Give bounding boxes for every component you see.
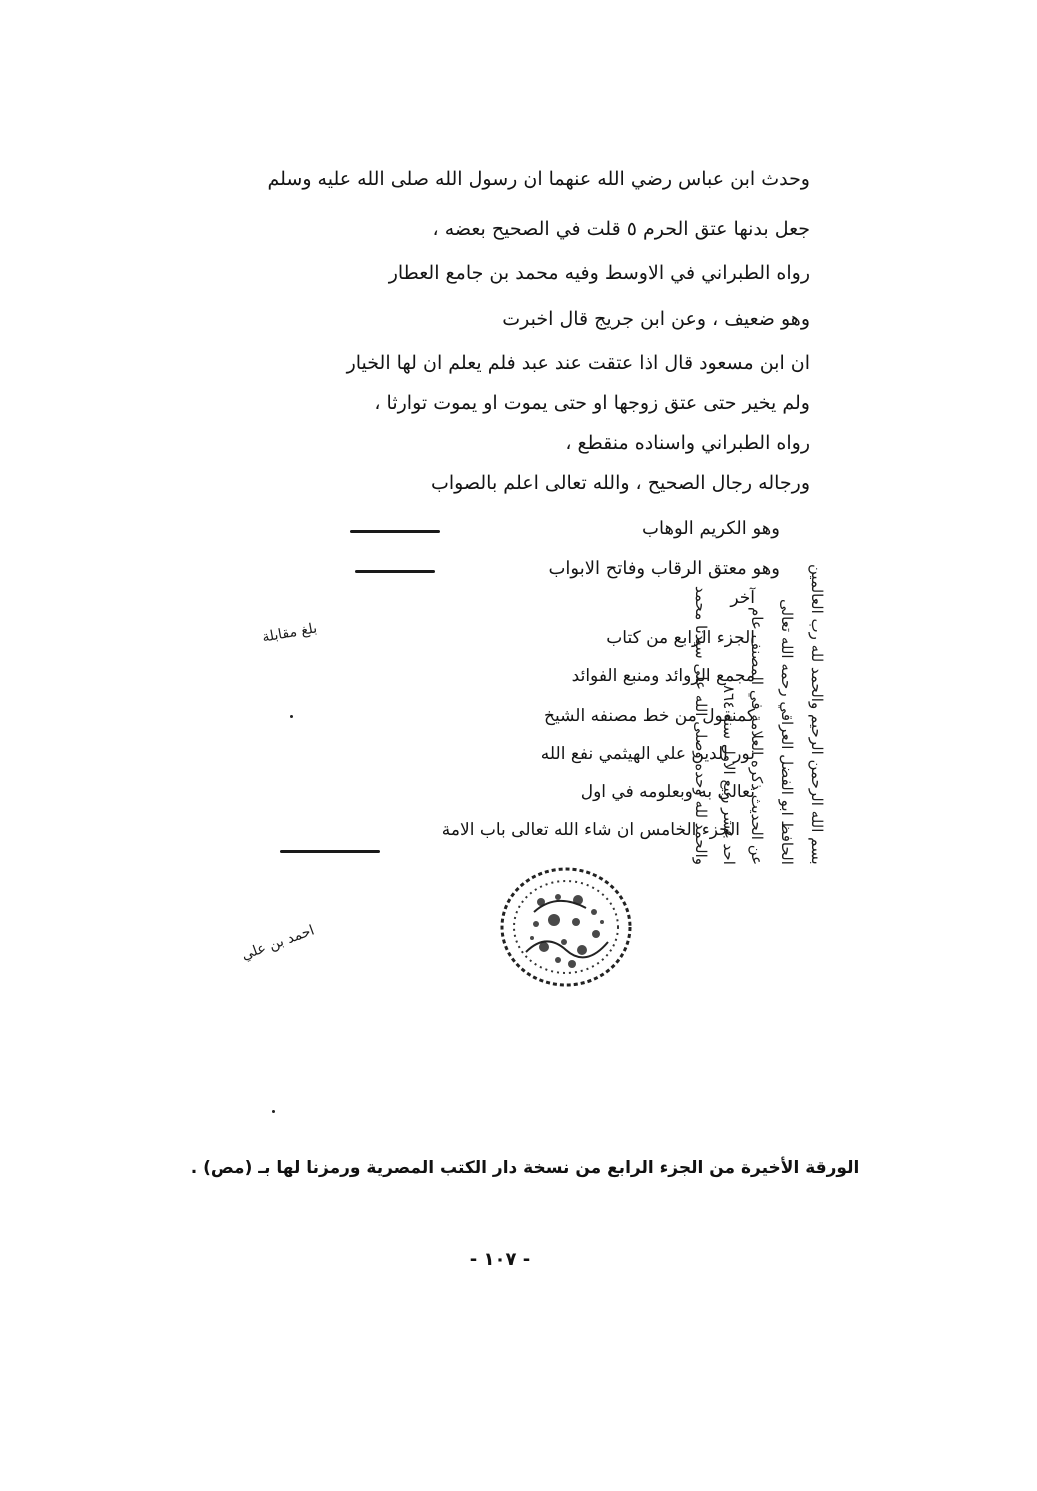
flourish-rule <box>280 850 380 853</box>
manuscript-line: ولم يخير حتى عتق زوجها او حتى يموت او يموت توارثا ، <box>374 392 810 414</box>
margin-note-line: بسم الله الرحمن الرحيم والحمد لله رب العالمين <box>808 564 826 865</box>
manuscript-line: رواه الطبراني واسناده منقطع ، <box>565 432 810 454</box>
margin-signature-mark: احمد بن علي <box>239 922 317 964</box>
margin-note-line: الحافظ ابو الفضل العراقي رحمه الله تعالى <box>778 599 796 865</box>
flourish-rule <box>350 530 440 533</box>
closing-line: كمنقول من خط مصنفه الشيخ <box>544 706 755 726</box>
margin-note-line: والحمد لله وحده وصلى الله على سيدنا محمد <box>692 585 710 865</box>
manuscript-line: جعل بدنها عتق الحرم ٥ قلت في الصحيح بعضه ، <box>432 218 810 240</box>
flourish-rule <box>355 570 435 573</box>
manuscript-line: وهو الكريم الوهاب <box>642 518 780 539</box>
closing-line: نور الدين علي الهيثمي نفع الله <box>540 744 755 764</box>
manuscript-line: وهو ضعيف ، وعن ابن جريج قال اخبرت <box>502 308 810 330</box>
closing-line: مجمع الزوائد ومنبع الفوائد <box>571 666 755 686</box>
manuscript-line: ان ابن مسعود قال اذا عتقت عند عبد فلم يعلم ان لها الخيار <box>346 352 810 374</box>
manuscript-line: ورجاله رجال الصحيح ، والله تعالى اعلم بالصواب <box>430 472 810 494</box>
ink-dot <box>290 715 293 718</box>
closing-line: تعالى به وبعلومه في اول <box>580 782 755 802</box>
figure-caption: الورقة الأخيرة من الجزء الرابع من نسخة دار الكتب المصرية ورمزنا لها بـ (مص) . <box>190 1158 860 1178</box>
page-number: - ١٠٧ - <box>469 1249 531 1270</box>
manuscript-line: وهو معتق الرقاب وفاتح الابواب <box>548 558 780 579</box>
closing-line: الجزء الرابع من كتاب <box>606 628 755 648</box>
margin-note-line: احد عشر ربيع الاول سنة ٨٦٤ <box>720 685 738 865</box>
margin-collation-mark: بلغ مقابلة <box>261 620 319 646</box>
library-seal-stamp <box>496 862 636 992</box>
manuscript-line: رواه الطبراني في الاوسط وفيه محمد بن جامع العطار <box>388 262 810 284</box>
marginal-notes <box>690 185 840 885</box>
margin-note-line: عن الحديث ذكره العلامة في المصنف عام <box>748 606 766 865</box>
closing-line: آخر <box>730 588 755 608</box>
manuscript-line: وحدث ابن عباس رضي الله عنهما ان رسول الله صلى الله عليه وسلم <box>267 168 810 190</box>
closing-line: الجزء الخامس ان شاء الله تعالى باب الامة <box>441 820 740 840</box>
ink-dot <box>272 1110 275 1113</box>
